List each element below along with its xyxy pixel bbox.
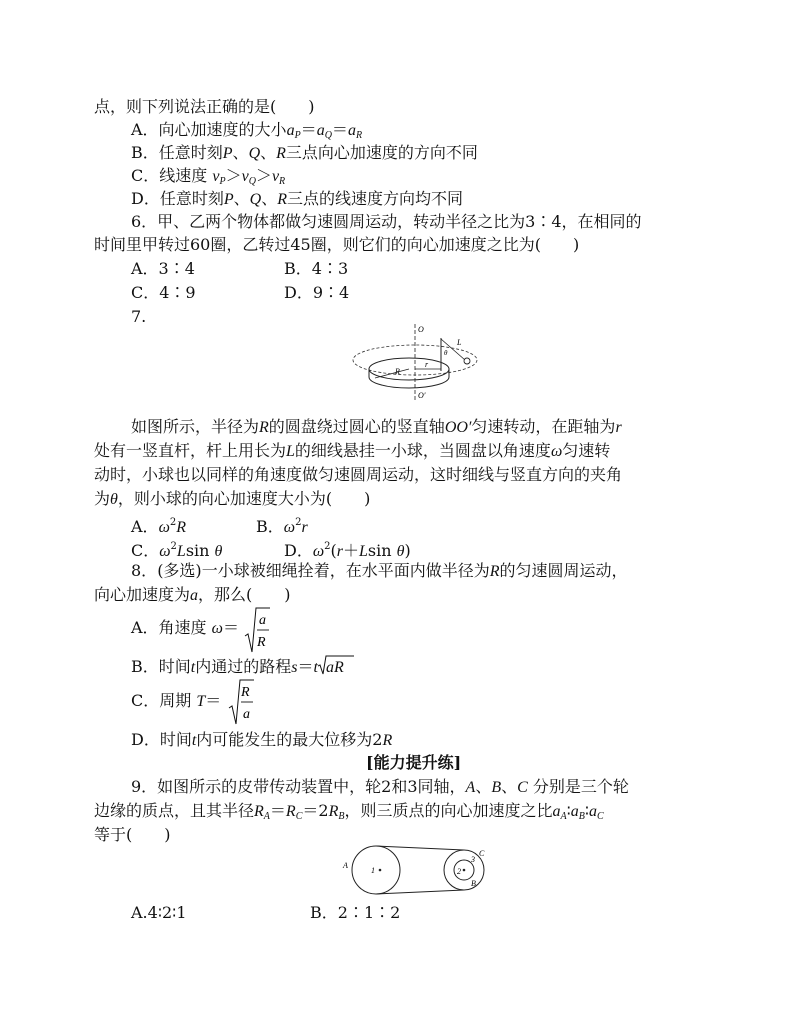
q7-number: 7. xyxy=(131,307,147,326)
section-heading: [能力提升练] xyxy=(366,753,462,772)
q6-option-b: B．4∶3 xyxy=(284,259,349,278)
q7-label-l: L xyxy=(457,338,462,347)
q5-option-b: B．任意时刻P、Q、R三点向心加速度的方向不同 xyxy=(131,143,478,162)
q7-line-4: 为θ，则小球的向心加速度大小为( ) xyxy=(94,489,371,508)
svg-text:R: R xyxy=(257,635,266,650)
q8-option-a-sqrt-fraction xyxy=(244,606,270,656)
q9-option-b: B．2∶1∶2 xyxy=(310,903,401,922)
q9-label-b: B xyxy=(471,879,476,888)
q7-label-r-big: R xyxy=(395,367,400,376)
q8-option-c: C．周期 T＝ xyxy=(131,691,222,710)
q6-option-d: D．9∶4 xyxy=(284,283,350,302)
q6-line-2: 时间里甲转过60圈，乙转过45圈，则它们的向心加速度之比为( ) xyxy=(94,235,580,254)
q9-line-1: 9．如图所示的皮带传动装置中，轮2和3同轴，A、B、C 分别是三个轮 xyxy=(131,777,629,796)
q7-line-1: 如图所示，半径为R的圆盘绕过圆心的竖直轴OO′匀速转动，在距轴为r xyxy=(131,417,622,436)
q7-label-theta: θ xyxy=(444,349,448,357)
q7-option-b: B．$\omega^2r$ xyxy=(256,517,308,536)
q6-line-1: 6．甲、乙两个物体都做匀速圆周运动，转动半径之比为3∶4，在相同的 xyxy=(131,212,642,231)
q8-line-1: 8．(多选)一小球被细绳拴着，在水平面内做半径为R的匀速圆周运动， xyxy=(131,561,628,580)
q7-line-3: 动时，小球也以同样的角速度做匀速圆周运动，这时细线与竖直方向的夹角 xyxy=(94,465,623,484)
svg-text:a: a xyxy=(259,613,266,628)
q7-label-r-small: r xyxy=(425,360,429,369)
q8-line-2: 向心加速度为a，那么( ) xyxy=(94,585,291,604)
q8-option-a: A．角速度 ω＝ xyxy=(131,618,239,637)
q9-label-c: C xyxy=(479,849,485,858)
q7-option-c: C．$\omega^2Lsin$ θ xyxy=(131,541,223,560)
q9-line-2: 边缘的质点，且其半径$R_A=R_C=2R_B$，则三质点的向心加速度之比$a_A∶a_B∶a_C$ xyxy=(94,801,604,822)
q8-multi-select-tag: (多选) xyxy=(157,561,202,580)
q9-belt-figure xyxy=(340,842,496,898)
q5-option-d: D．任意时刻P、Q、R三点的线速度方向均不同 xyxy=(131,189,464,208)
q7-line-2: 处有一竖直杆，杆上用长为L的细线悬挂一小球，当圆盘以角速度ω匀速转 xyxy=(94,441,611,460)
q9-label-wheel-2: 2 xyxy=(457,867,461,876)
q5-option-a: A．向心加速度的大小$a_P=a_Q=a_R$ xyxy=(131,120,363,141)
q7-option-d: D．$\omega^2(r+Lsin$ θ) xyxy=(284,541,411,560)
q9-option-a: A.4∶2∶1 xyxy=(131,903,187,922)
q9-label-wheel-1: 1 xyxy=(371,866,375,875)
q9-label-a: A xyxy=(343,861,348,870)
q8-option-c-sqrt-fraction xyxy=(228,678,254,728)
q6-option-a: A．3∶4 xyxy=(131,259,195,278)
svg-text:a: a xyxy=(243,707,250,722)
q7-label-o-prime: O′ xyxy=(418,391,426,400)
q7-option-a: A．$\omega^2R$ xyxy=(131,517,187,536)
q7-label-o: O xyxy=(418,325,424,334)
q9-line-3: 等于( ) xyxy=(94,825,171,844)
q7-disk-figure xyxy=(345,322,485,402)
q5-stem-tail: 点，则下列说法正确的是( ) xyxy=(94,97,315,116)
q6-option-c: C．4∶9 xyxy=(131,283,196,302)
q9-label-wheel-3: 3 xyxy=(471,855,475,864)
q5-option-c: C．线速度 $v_P>v_Q>v_R$ xyxy=(131,166,286,187)
q8-option-d: D．时间t内可能发生的最大位移为2R xyxy=(131,730,393,749)
svg-text:R: R xyxy=(241,685,250,700)
q8-option-b: B．时间t内通过的路程s＝t aR xyxy=(131,656,344,679)
